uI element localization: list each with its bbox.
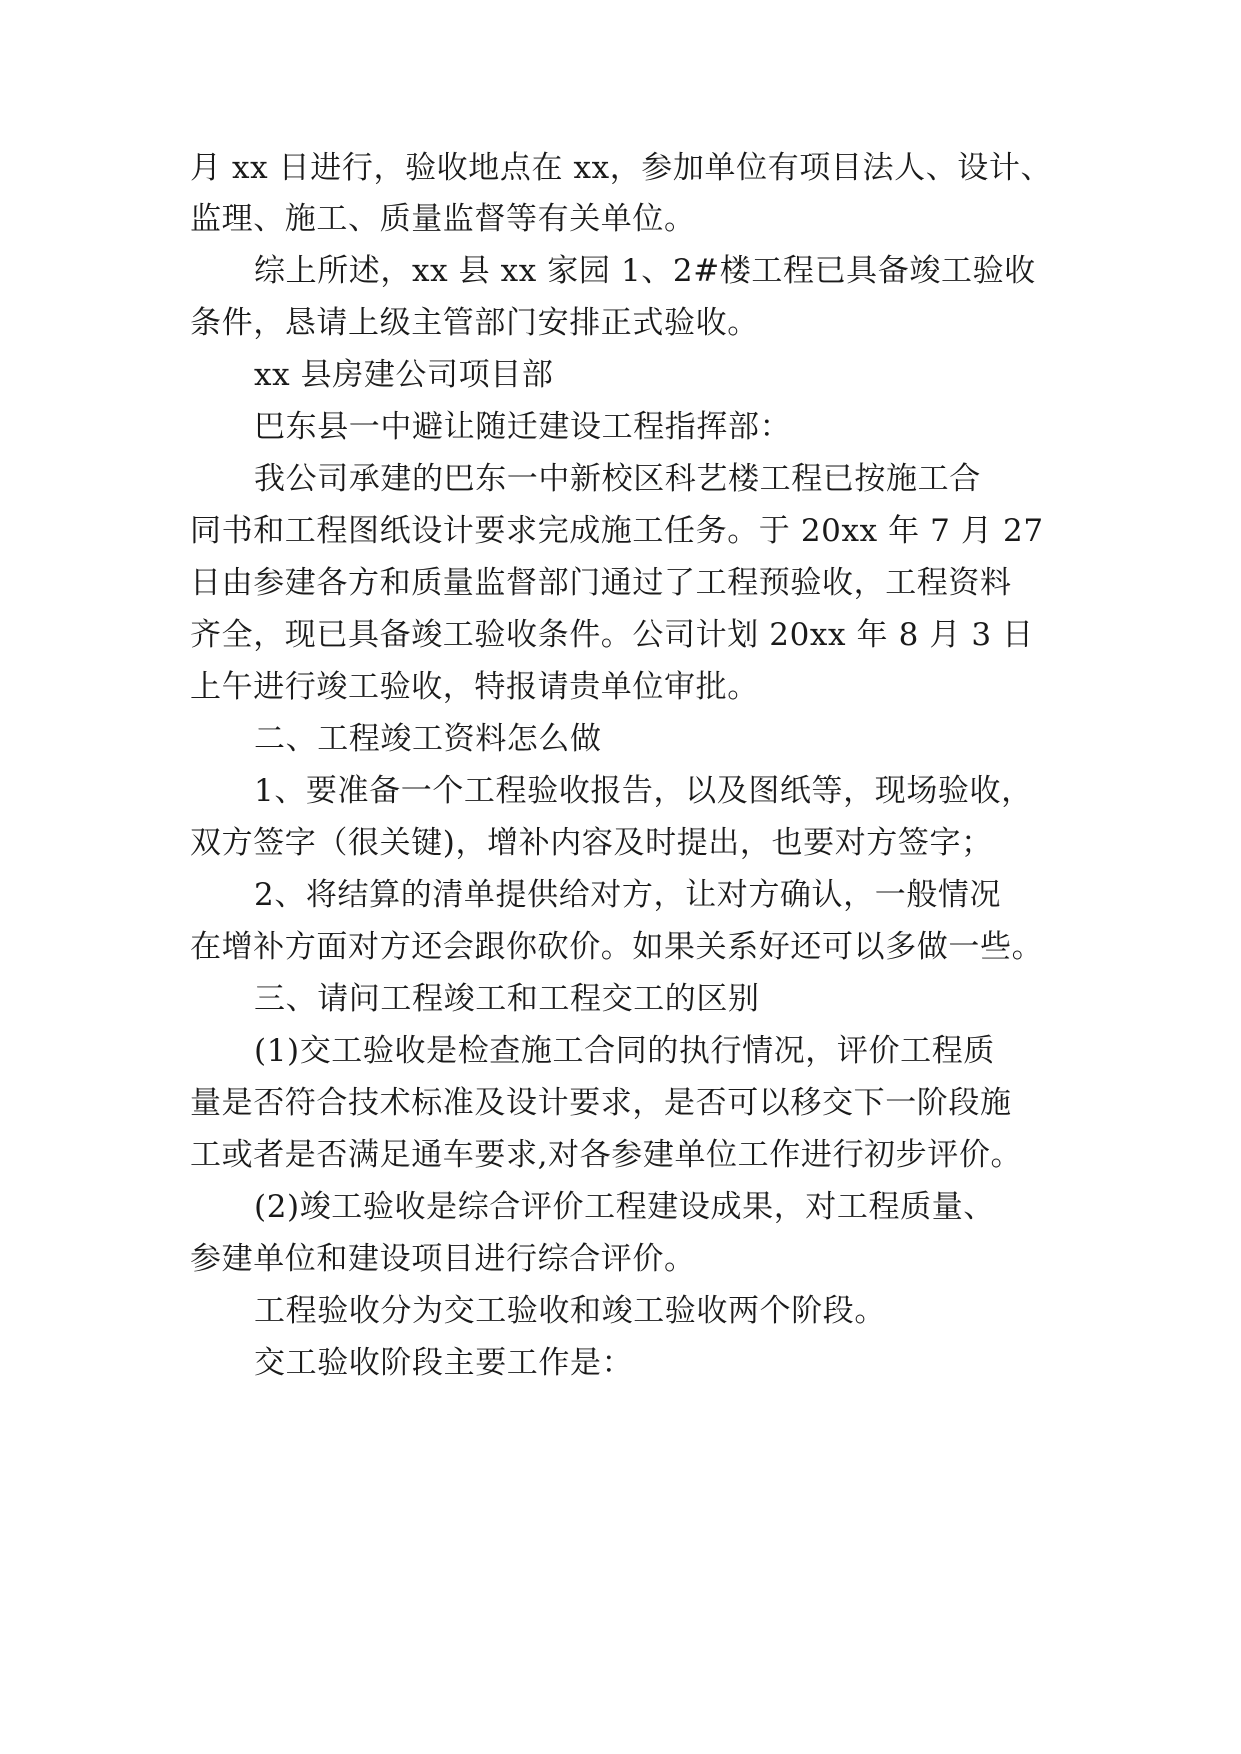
text-line-7: [0, 450, 1241, 508]
line-text: 条件，恳请上级主管部门安排正式验收。: [190, 305, 759, 341]
text-line-15: [0, 866, 1241, 924]
text-line-6: [0, 398, 1241, 456]
line-text: 综上所述，xx 县 xx 家园 1、2#楼工程已具备竣工验收: [254, 253, 1036, 289]
line-text: 1、要准备一个工程验收报告，以及图纸等，现场验收，: [254, 773, 1033, 809]
line-text: 交工验收阶段主要工作是：: [254, 1345, 634, 1381]
text-line-18: [0, 1022, 1241, 1080]
text-line-2: [0, 190, 1241, 248]
text-line-3: [0, 242, 1241, 300]
line-text: 在增补方面对方还会跟你砍价。如果关系好还可以多做一些。: [190, 929, 1044, 965]
line-text: (1)交工验收是检查施工合同的执行情况，评价工程质: [254, 1033, 995, 1069]
line-text: 我公司承建的巴东一中新校区科艺楼工程已按施工合: [254, 461, 981, 497]
line-text: 双方签字（很关键)，增补内容及时提出，也要对方签字；: [190, 825, 993, 861]
text-line-5: [0, 346, 1241, 404]
line-text: 参建单位和建设项目进行综合评价。: [190, 1241, 696, 1277]
line-text: 二、工程竣工资料怎么做: [254, 721, 602, 757]
line-text: 量是否符合技术标准及设计要求，是否可以移交下一阶段施: [190, 1085, 1012, 1121]
text-line-4: [0, 294, 1241, 352]
text-line-12: [0, 710, 1241, 768]
text-line-1: [0, 139, 1241, 197]
line-text: 2、将结算的清单提供给对方，让对方确认，一般情况: [254, 877, 1002, 913]
line-text: 日由参建各方和质量监督部门通过了工程预验收，工程资料: [190, 565, 1012, 601]
line-text: 工或者是否满足通车要求,对各参建单位工作进行初步评价。: [190, 1137, 1023, 1173]
line-text: xx 县房建公司项目部: [254, 357, 554, 393]
text-line-10: [0, 606, 1241, 664]
line-text: 月 xx 日进行，验收地点在 xx，参加单位有项目法人、设计、: [190, 150, 1053, 186]
text-line-11: [0, 658, 1241, 716]
line-text: 齐全，现已具备竣工验收条件。公司计划 20xx 年 8 月 3 日: [190, 617, 1034, 653]
line-text: 工程验收分为交工验收和竣工验收两个阶段。: [254, 1293, 886, 1329]
text-line-9: [0, 554, 1241, 612]
text-line-16: [0, 918, 1241, 976]
line-text: 巴东县一中避让随迁建设工程指挥部：: [254, 409, 792, 445]
line-text: 同书和工程图纸设计要求完成施工任务。于 20xx 年 7 月 27: [190, 513, 1044, 549]
text-line-14: [0, 814, 1241, 872]
line-text: 上午进行竣工验收，特报请贵单位审批。: [190, 669, 759, 705]
text-line-21: [0, 1178, 1241, 1236]
text-line-19: [0, 1074, 1241, 1132]
text-line-24: [0, 1334, 1241, 1392]
text-line-13: [0, 762, 1241, 820]
text-line-8: [0, 502, 1241, 560]
line-text: (2)竣工验收是综合评价工程建设成果，对工程质量、: [254, 1189, 995, 1225]
text-line-22: [0, 1230, 1241, 1288]
line-text: 监理、施工、质量监督等有关单位。: [190, 201, 696, 237]
text-line-17: [0, 970, 1241, 1028]
text-line-23: [0, 1282, 1241, 1340]
text-line-20: [0, 1126, 1241, 1184]
line-text: 三、请问工程竣工和工程交工的区别: [254, 981, 760, 1017]
